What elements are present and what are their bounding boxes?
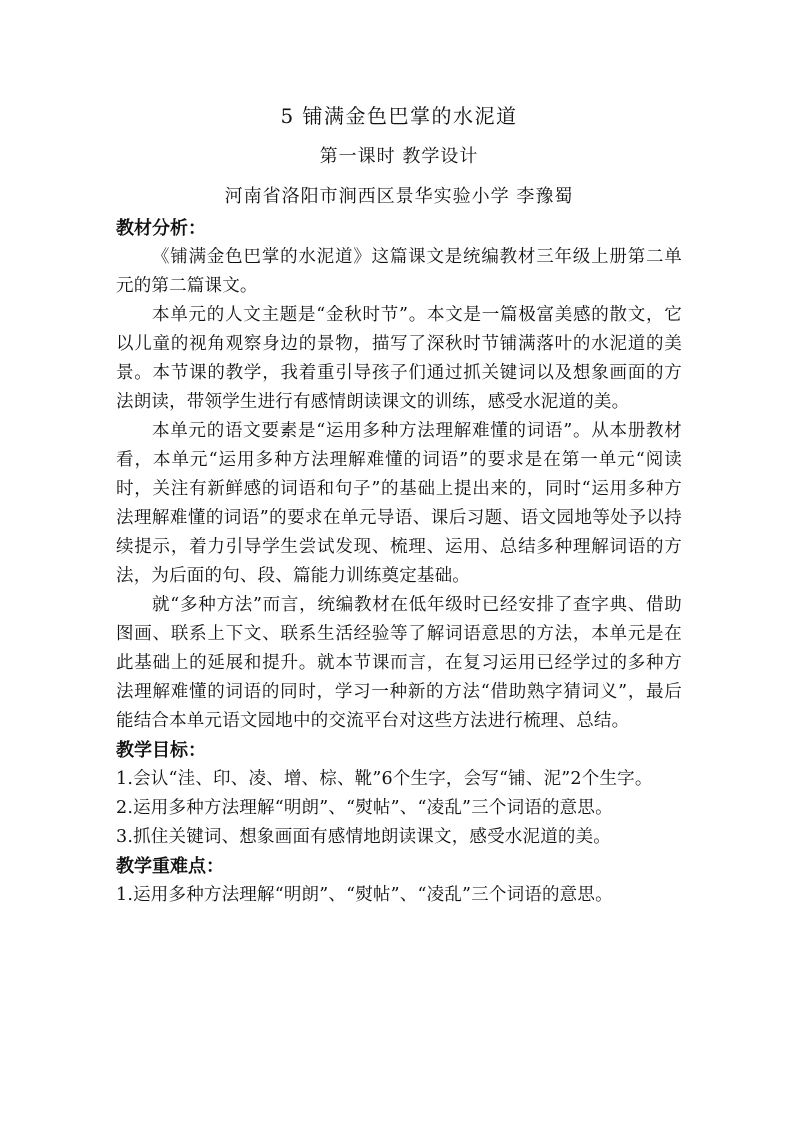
document-body — [116, 102, 682, 910]
lesson-subtitle: 第一课时 教学设计 — [319, 146, 479, 167]
author-line: 河南省洛阳市涧西区景华实验小学 李豫蜀 — [224, 186, 574, 207]
list-item: 3.抓住关键词、想象画面有感情地朗读课文，感受水泥道的美。 — [116, 827, 611, 847]
section-heading-teaching-goals: 教学目标： — [116, 740, 206, 761]
list-item: 2.运用多种方法理解“明朗”、“熨帖”、“凌乱”三个词语的意思。 — [116, 798, 613, 818]
paragraph: 《铺满金色巴掌的水泥道》这篇课文是统编教材三年级上册第二单元的第二篇课文。 — [116, 247, 682, 296]
section-heading-material-analysis: 教材分析： — [116, 218, 206, 239]
list-item: 1.运用多种方法理解“明朗”、“熨帖”、“凌乱”三个词语的意思。 — [116, 885, 613, 905]
list-item: 1.会认“洼、印、凌、增、棕、靴”6个生字，会写“铺、泥”2个生字。 — [116, 769, 653, 789]
section-heading-key-difficulties: 教学重难点： — [116, 856, 224, 877]
page-title: 5 铺满金色巴掌的水泥道 — [280, 104, 518, 128]
paragraph: 就“多种方法”而言，统编教材在低年级时已经安排了查字典、借助图画、联系上下文、联系生活经验等了解词语意思的方法，本单元是在此基础上的延展和提升。就本节课而言，在复习运用已经学过的多种方法理解难懂的词语的同时，学习一种新的方法“借助熟字猜词义”，最后能结合本单元语文园地中的交流平台对这些方法进行梳理、总结。 — [116, 595, 682, 731]
paragraph: 本单元的人文主题是“金秋时节”。本文是一篇极富美感的散文，它以儿童的视角观察身边的景物，描写了深秋时节铺满落叶的水泥道的美景。本节课的教学，我着重引导孩子们通过抓关键词以及想象画面的方法朗读，带领学生进行有感情朗读课文的训练，感受水泥道的美。 — [116, 305, 682, 412]
paragraph: 本单元的语文要素是“运用多种方法理解难懂的词语”。从本册教材看，本单元“运用多种方法理解难懂的词语”的要求是在第一单元“阅读时，关注有新鲜感的词语和句子”的基础上提出来的，同时“运用多种方法理解难懂的词语”的要求在单元导语、课后习题、语文园地等处予以持续提示，着力引导学生尝试发现、梳理、运用、总结多种理解词语的方法，为后面的句、段、篇能力训练奠定基础。 — [116, 421, 682, 586]
